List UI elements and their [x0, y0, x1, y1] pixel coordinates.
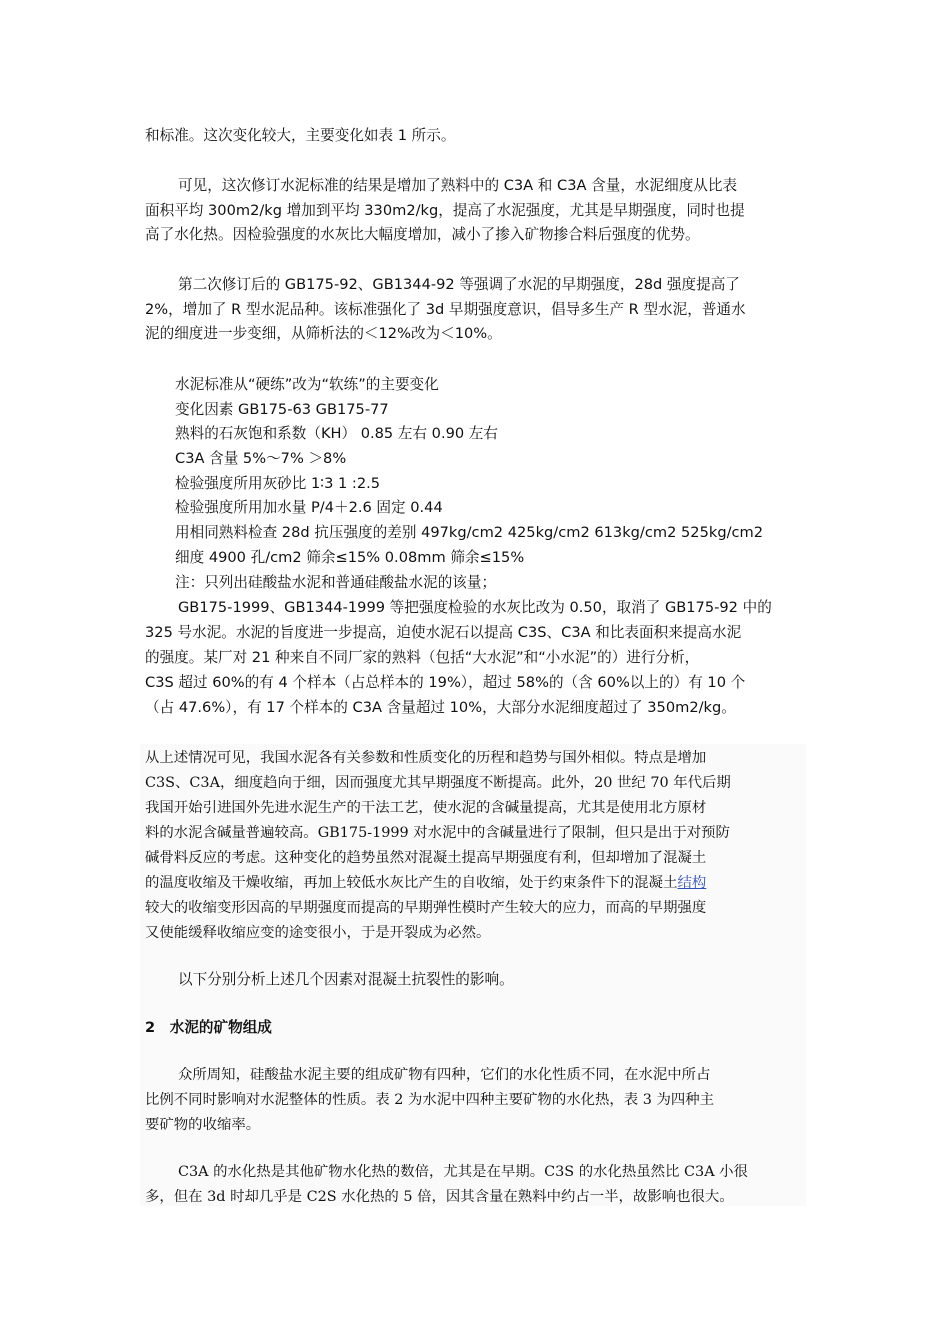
minerals-line: 要矿物的收缩率。 [145, 1117, 261, 1133]
summary-line-text: 的温度收缩及干燥收缩，再加上较低水灰比产生的自收缩，处于约束条件下的混凝土 [145, 875, 678, 891]
analysis-line: 以下分别分析上述几个因素对混凝土抗裂性的影响。 [178, 971, 514, 988]
standard-1999-line: C3S 超过 60%的有 4 个样本（占总样本的 19%），超过 58%的（含 60%以上的）有 10 个 [145, 674, 746, 691]
summary-line [145, 871, 706, 895]
result-paragraph-line: 面积平均 300m2/kg 增加到平均 330m2/kg，提高了水泥强度，尤其是早期强度，同时也提 [145, 202, 745, 219]
table-title: 水泥标准从“硬练”改为“软练”的主要变化 [175, 376, 439, 393]
table-row: 检验强度所用灰砂比 1∶3 1 :2.5 [175, 475, 381, 492]
summary-line: 从上述情况可见，我国水泥各有关参数和性质变化的历程和趋势与国外相似。特点是增加 [145, 750, 707, 766]
standard-1999-line: （占 47.6%），有 17 个样本的 C3A 含量超过 10%，大部分水泥细度超过了 350m2/kg。 [145, 699, 736, 716]
minerals-line: 比例不同时影响对水泥整体的性质。表 2 为水泥中四种主要矿物的水化热，表 3 为四种主 [145, 1092, 715, 1108]
second-revision-line: 第二次修订后的 GB175-92、GB1344-92 等强调了水泥的早期强度，28d 强度提高了 [178, 276, 740, 293]
second-revision-line: 2%，增加了 R 型水泥品种。该标准强化了 3d 早期强度意识，倡导多生产 R 型水泥，普通水 [145, 301, 746, 318]
result-paragraph-line: 高了水化热。因检验强度的水灰比大幅度增加，减小了掺入矿物掺合料后强度的优势。 [145, 226, 700, 243]
table-row: 用相同熟料检查 28d 抗压强度的差别 497kg/cm2 425kg/cm2 613kg/cm2 525kg/cm2 [175, 524, 764, 541]
table-row: 检验强度所用加水量 P/4＋2.6 固定 0.44 [175, 499, 443, 516]
c3a-line: C3A 的水化热是其他矿物水化热的数倍，尤其是在早期。C3S 的水化热虽然比 C3A 小很 [178, 1164, 748, 1180]
table-row: C3A 含量 5%～7% ＞8% [175, 450, 347, 467]
standard-1999-line: 的强度。某厂对 21 种来自不同厂家的熟料（包括“大水泥”和“小水泥”的）进行分析， [145, 649, 700, 666]
result-paragraph-line: 可见，这次修订水泥标准的结果是增加了熟料中的 C3A 和 C3A 含量，水泥细度从比表 [178, 177, 738, 194]
standard-1999-line: 325 号水泥。水泥的旨度进一步提高，迫使水泥石以提高 C3S、C3A 和比表面积来提高水泥 [145, 624, 742, 641]
table-row: 细度 4900 孔/cm2 筛余≤15% 0.08mm 筛余≤15% [175, 549, 525, 566]
c3a-line: 多，但在 3d 时却几乎是 C2S 水化热的 5 倍，因其含量在熟料中约占一半，故影响也很大。 [145, 1189, 734, 1205]
section-heading: 2 水泥的矿物组成 [145, 1019, 272, 1036]
table-row: 变化因素 GB175-63 GB175-77 [175, 401, 389, 418]
second-revision-line: 泥的细度进一步变细，从筛析法的＜12%改为＜10%。 [145, 325, 502, 342]
table-note: 注：只列出硅酸盐水泥和普通硅酸盐水泥的该量； [175, 574, 497, 591]
summary-line: 我国开始引进国外先进水泥生产的干法工艺，使水泥的含碱量提高，尤其是使用北方原材 [145, 800, 707, 816]
summary-line: 碱骨料反应的考虑。这种变化的趋势虽然对混凝土提高早期强度有利，但却增加了混凝土 [145, 850, 707, 866]
intro-line: 和标准。这次变化较大，主要变化如表 1 所示。 [145, 127, 456, 144]
summary-line: 又使能缓释收缩应变的途变很小，于是开裂成为必然。 [145, 925, 491, 941]
summary-line: C3S、C3A，细度趋向于细，因而强度尤其早期强度不断提高。此外，20 世纪 70 年代后期 [145, 775, 731, 791]
structure-link[interactable]: 结构 [677, 875, 707, 891]
minerals-line: 众所周知，硅酸盐水泥主要的组成矿物有四种，它们的水化性质不同，在水泥中所占 [178, 1067, 711, 1083]
standard-1999-line: GB175-1999、GB1344-1999 等把强度检验的水灰比改为 0.50，取消了 GB175-92 中的 [178, 599, 772, 616]
summary-line: 料的水泥含碱量普遍较高。GB175-1999 对水泥中的含碱量进行了限制，但只是出于对预防 [145, 825, 730, 841]
summary-line: 较大的收缩变形因高的早期强度而提高的早期弹性模时产生较大的应力，而高的早期强度 [145, 900, 707, 916]
table-row: 熟料的石灰饱和系数（KH） 0.85 左右 0.90 左右 [175, 425, 498, 442]
